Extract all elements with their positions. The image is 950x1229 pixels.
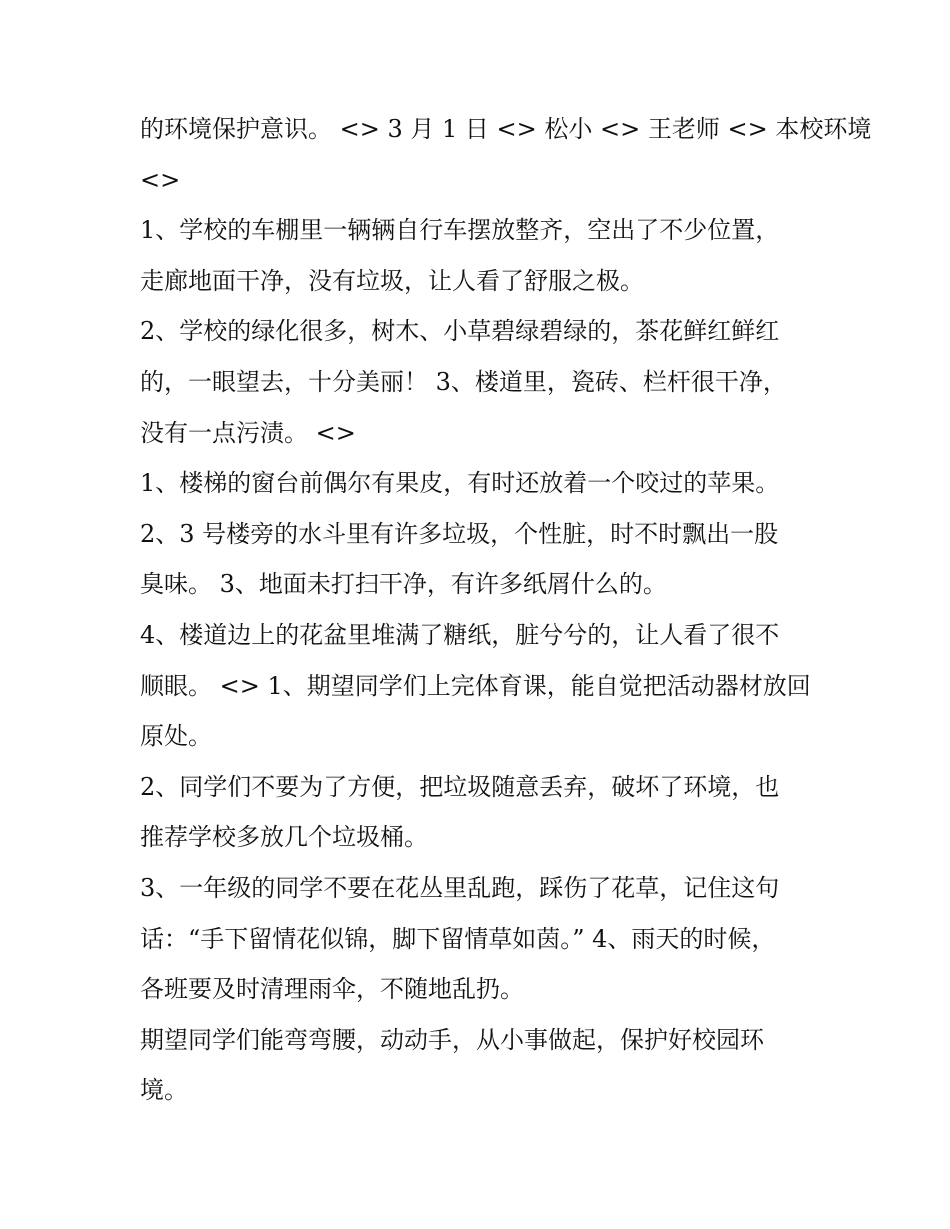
text-line: 原处。 bbox=[140, 722, 212, 751]
text-line: <> bbox=[140, 165, 181, 194]
text-line: 话：“手下留情花似锦，脚下留情草如茵。” 4、雨天的时候， bbox=[140, 924, 776, 953]
text-line: 顺眼。 <> 1、期望同学们上完体育课，能自觉把活动器材放回 bbox=[140, 671, 811, 700]
text-line: 走廊地面干净，没有垃圾，让人看了舒服之极。 bbox=[140, 266, 644, 295]
text-line: 1、学校的车棚里一辆辆自行车摆放整齐，空出了不少位置， bbox=[140, 216, 780, 245]
text-line: 2、同学们不要为了方便，把垃圾随意丢弃，破坏了环境，也 bbox=[140, 772, 780, 801]
text-line: 各班要及时清理雨伞，不随地乱扔。 bbox=[140, 975, 524, 1004]
text-line: 3、一年级的同学不要在花丛里乱跑，踩伤了花草，记住这句 bbox=[140, 873, 780, 902]
document-body bbox=[140, 104, 872, 1116]
text-line: 没有一点污渍。 <> bbox=[140, 418, 356, 447]
text-line: 的环境保护意识。 <> 3 月 1 日 <> 松小 <> 王老师 <> 本校环境 bbox=[140, 115, 872, 143]
text-line: 4、楼道边上的花盆里堆满了糖纸，脏兮兮的，让人看了很不 bbox=[140, 620, 780, 649]
text-line: 的，一眼望去，十分美丽！ 3、楼道里，瓷砖、栏杆很干净， bbox=[140, 367, 787, 396]
text-line: 2、3 号楼旁的水斗里有许多垃圾，个性脏，时不时飘出一股 bbox=[140, 519, 779, 548]
text-line: 推荐学校多放几个垃圾桶。 bbox=[140, 823, 428, 852]
text-line: 期望同学们能弯弯腰，动动手，从小事做起，保护好校园环 bbox=[140, 1025, 764, 1054]
text-line: 2、学校的绿化很多，树木、小草碧绿碧绿的，茶花鲜红鲜红 bbox=[140, 317, 780, 346]
text-line: 臭味。 3、地面未打扫干净，有许多纸屑什么的。 bbox=[140, 570, 667, 599]
text-line: 1、楼梯的窗台前偶尔有果皮，有时还放着一个咬过的苹果。 bbox=[140, 469, 780, 498]
text-line: 境。 bbox=[140, 1076, 188, 1105]
